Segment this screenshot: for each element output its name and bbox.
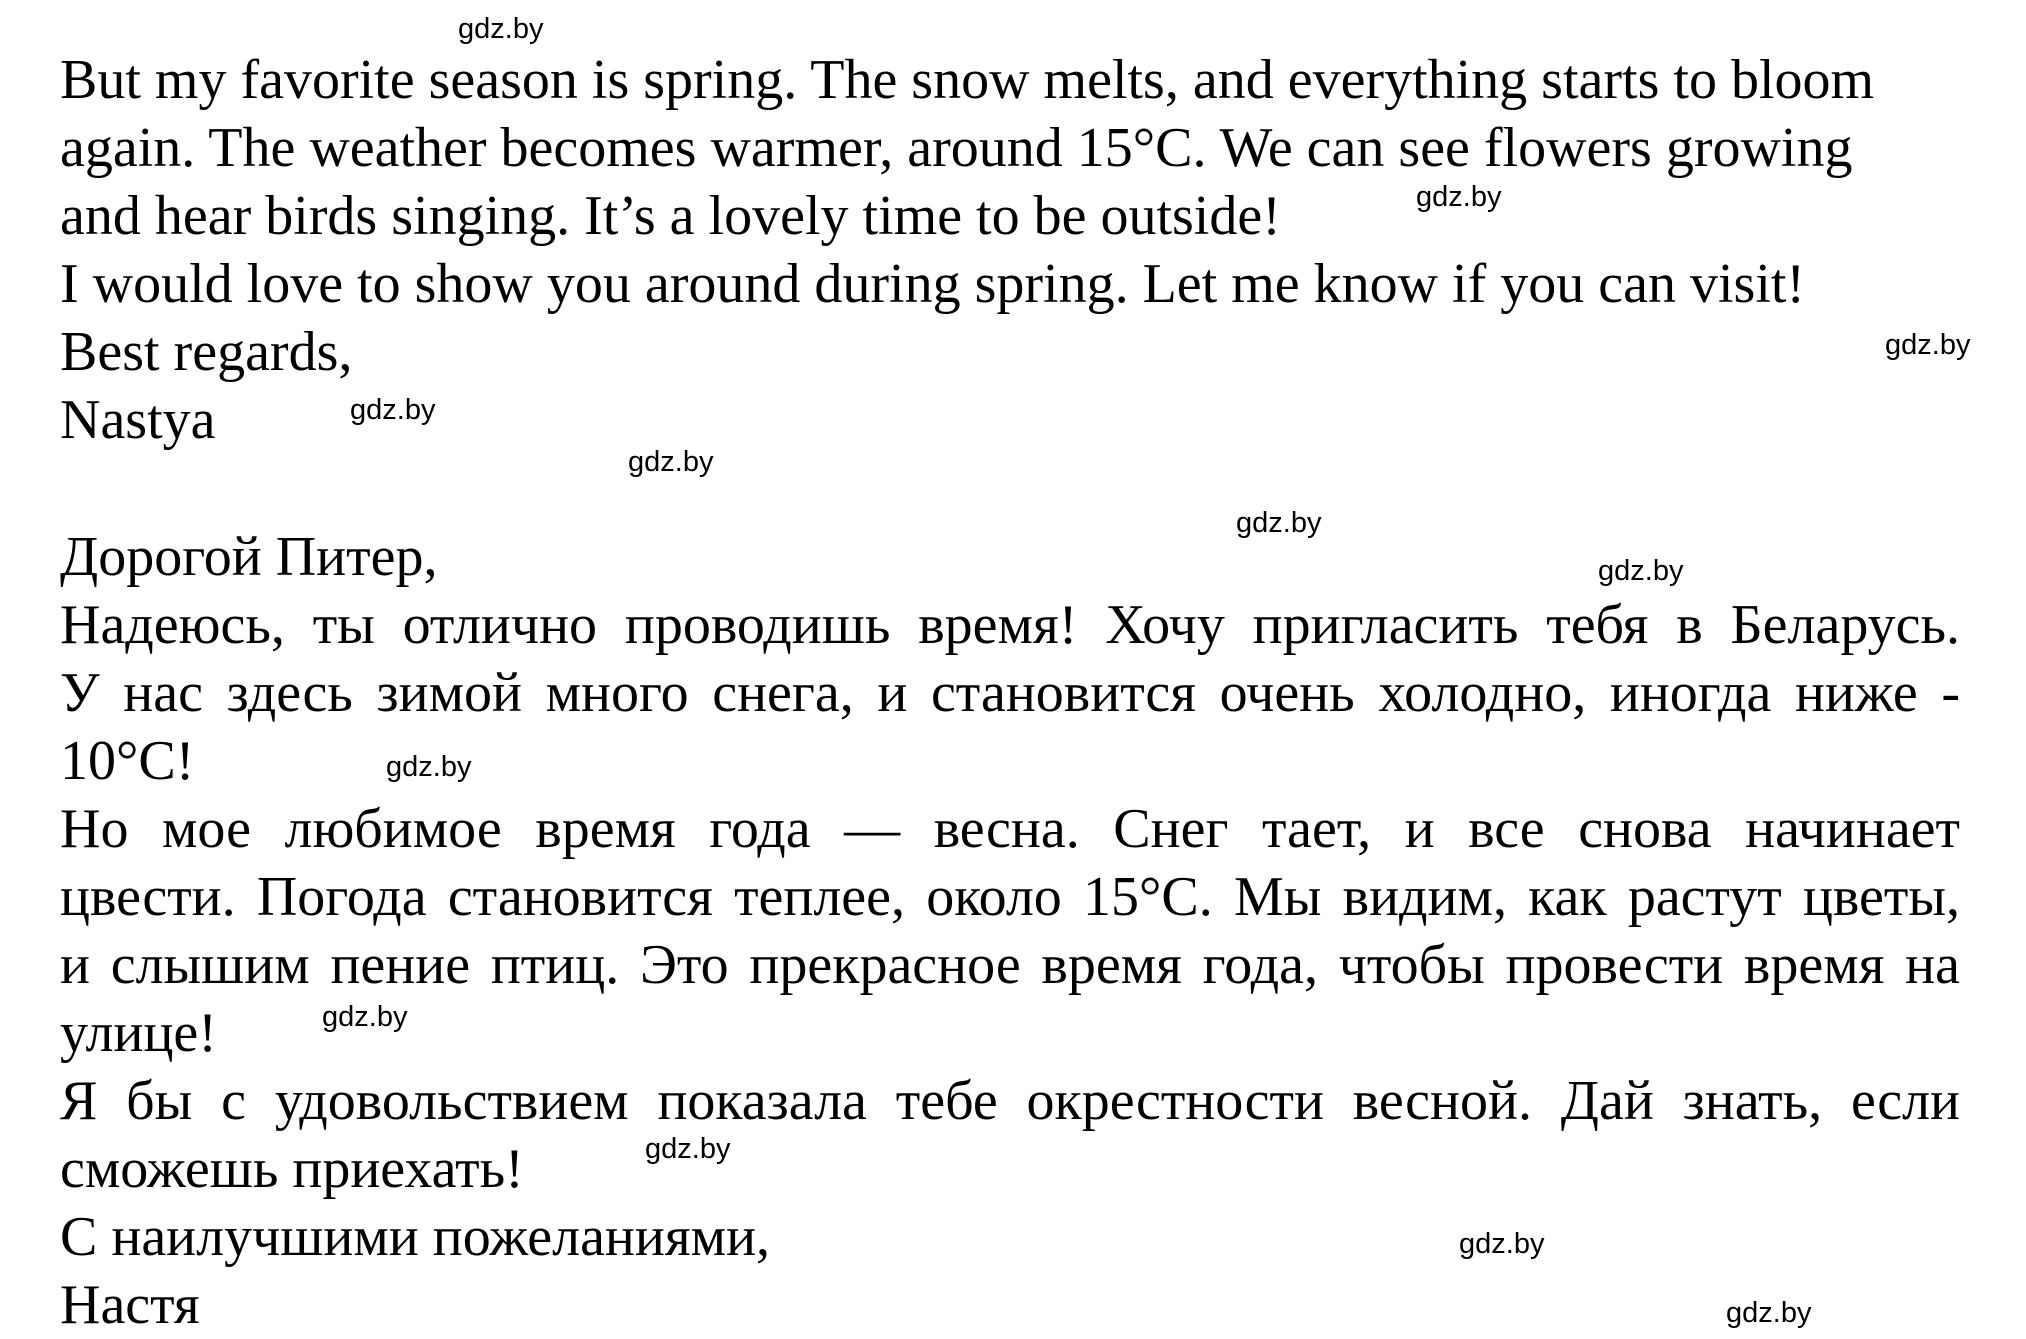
watermark: gdz.by [1459,1228,1545,1260]
english-spring-line-3: and hear birds singing. It’s a lovely time to be outside! [60,185,1281,247]
russian-spring-line-1: Но мое любимое время года — весна. Снег тает, и все снова начинает [60,798,1960,860]
russian-greeting: Дорогой Питер, [60,526,438,588]
english-spring-line-2: again. The weather becomes warmer, around 15°C. We can see flowers growing [60,117,1853,179]
watermark: gdz.by [1416,181,1502,213]
russian-closing: С наилучшими пожеланиями, [60,1206,771,1268]
russian-winter-line-2: У нас здесь зимой много снега, и становится очень холодно, иногда ниже - [60,662,1960,724]
russian-spring-line-4: улице! [60,1002,217,1064]
watermark: gdz.by [1726,1297,1812,1329]
russian-invitation-line-1: Я бы с удовольствием показала тебе окрестности весной. Дай знать, если [60,1070,1960,1132]
english-invitation: I would love to show you around during spring. Let me know if you can visit! [60,253,1806,315]
watermark: gdz.by [386,751,472,783]
russian-signature: Настя [60,1274,200,1336]
watermark: gdz.by [458,13,544,45]
english-signature: Nastya [60,389,216,451]
watermark: gdz.by [645,1133,731,1165]
watermark: gdz.by [1236,507,1322,539]
russian-winter-line-1: Надеюсь, ты отлично проводишь время! Хочу пригласить тебя в Беларусь. [60,594,1960,656]
watermark: gdz.by [322,1001,408,1033]
russian-spring-line-3: и слышим пение птиц. Это прекрасное время года, чтобы провести время на [60,934,1960,996]
watermark: gdz.by [350,394,436,426]
english-spring-line-1: But my favorite season is spring. The snow melts, and everything starts to bloom [60,49,1875,111]
russian-spring-line-2: цвести. Погода становится теплее, около 15°С. Мы видим, как растут цветы, [60,866,1960,928]
watermark: gdz.by [628,446,714,478]
english-closing: Best regards, [60,321,353,383]
russian-winter-line-3: 10°С! [60,730,195,792]
watermark: gdz.by [1885,329,1971,361]
russian-invitation-line-2: сможешь приехать! [60,1138,524,1200]
watermark: gdz.by [1598,555,1684,587]
